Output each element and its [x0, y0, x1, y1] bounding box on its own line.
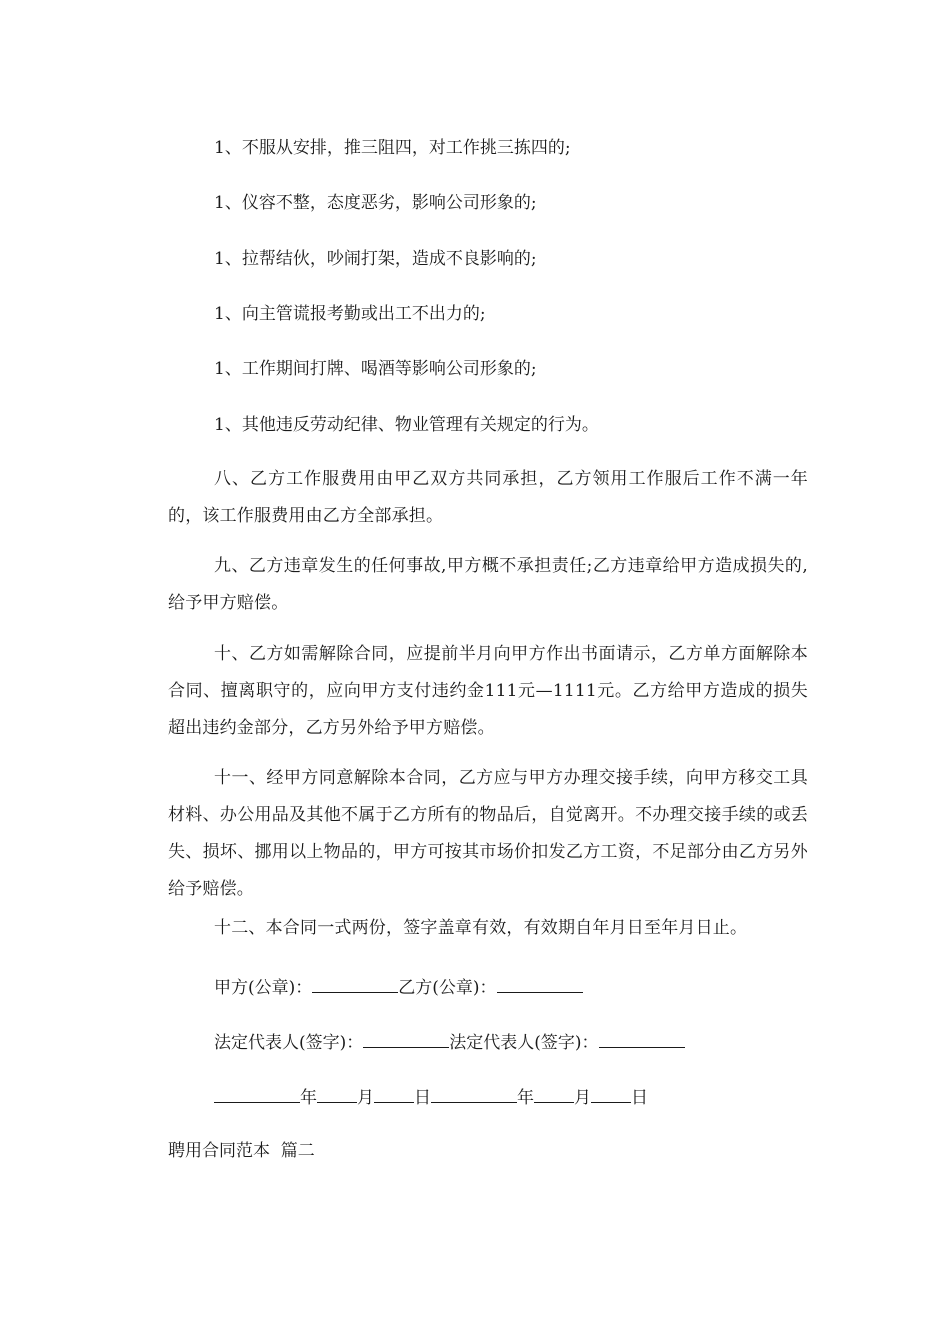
party-b-seal-label: 乙方(公章)：: [398, 978, 497, 998]
day-blank-b: [591, 1085, 631, 1103]
section-heading: 聘用合同范本 篇二: [168, 1141, 315, 1161]
list-item: 1、向主管谎报考勤或出工不出力的;: [214, 304, 486, 324]
rep-b-label: 法定代表人(签字)：: [449, 1033, 599, 1053]
month-blank-b: [534, 1085, 574, 1103]
year-label: 年: [517, 1088, 534, 1108]
seal-line: [214, 975, 583, 998]
party-b-seal-blank: [497, 975, 583, 993]
month-label: 月: [574, 1088, 591, 1108]
list-item: 1、其他违反劳动纪律、物业管理有关规定的行为。: [214, 415, 599, 435]
clause-12: 十二、本合同一式两份，签字盖章有效，有效期自年月日至年月日止。: [214, 918, 748, 938]
date-line: [214, 1085, 648, 1108]
year-blank-b: [431, 1085, 517, 1103]
year-label: 年: [300, 1088, 317, 1108]
day-label: 日: [414, 1088, 431, 1108]
representative-line: [214, 1030, 685, 1053]
clause-8: 八、乙方工作服费用由甲乙双方共同承担，乙方领用工作服后工作不满一年的，该工作服费用由乙方全部承担。: [168, 469, 808, 526]
rep-b-blank: [599, 1030, 685, 1048]
list-item: 1、工作期间打牌、喝酒等影响公司形象的;: [214, 359, 537, 379]
clause-9: 九、乙方违章发生的任何事故,甲方概不承担责任;乙方违章给甲方造成损失的,给予甲方赔偿。: [168, 556, 808, 613]
list-item: 1、不服从安排，推三阻四，对工作挑三拣四的;: [214, 138, 571, 158]
rep-a-blank: [363, 1030, 449, 1048]
day-label: 日: [631, 1088, 648, 1108]
month-label: 月: [357, 1088, 374, 1108]
day-blank-a: [374, 1085, 414, 1103]
list-item: 1、仪容不整，态度恶劣，影响公司形象的;: [214, 193, 537, 213]
party-a-seal-label: 甲方(公章)：: [214, 978, 313, 998]
clause-10: 十、乙方如需解除合同，应提前半月向甲方作出书面请示，乙方单方面解除本合同、擅离职守的，应向甲方支付违约金111元—1111元。乙方给甲方造成的损失超出违约金部分，乙方另外给予甲方赔偿。: [168, 644, 808, 738]
list-item: 1、拉帮结伙，吵闹打架，造成不良影响的;: [214, 249, 537, 269]
month-blank-a: [317, 1085, 357, 1103]
year-blank-a: [214, 1085, 300, 1103]
clause-11: 十一、经甲方同意解除本合同，乙方应与甲方办理交接手续，向甲方移交工具材料、办公用品及其他不属于乙方所有的物品后，自觉离开。不办理交接手续的或丢失、损坏、挪用以上物品的，甲方可按其市场价扣发乙方工资，不足部分由乙方另外给予赔偿。: [168, 768, 808, 899]
rep-a-label: 法定代表人(签字)：: [214, 1033, 364, 1053]
party-a-seal-blank: [312, 975, 398, 993]
